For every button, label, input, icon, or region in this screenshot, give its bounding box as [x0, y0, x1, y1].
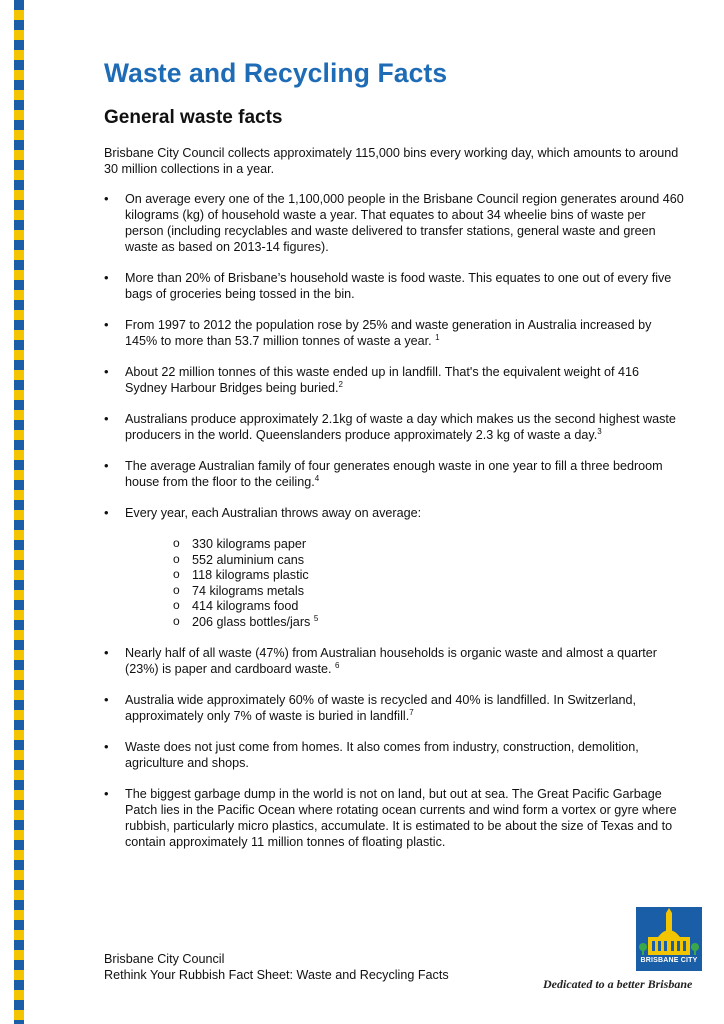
fact-item: • The average Australian family of four generates enough waste in one year to fill a three bedroom house from the floor to the ceiling.$^4$ [104, 458, 684, 490]
waste-item: o 206 glass bottles/jars $^5$ [173, 615, 684, 631]
page-footer [104, 951, 449, 983]
document-body [104, 58, 684, 865]
fact-item: • On average every one of the 1,100,000 people in the Brisbane Council region generates around 460 kilograms (kg) of household waste a year. That equates to about 34 wheelie bins of waste per person (including recyclables and waste delivered to transfer stations, general waste and green waste as based on 2013-14 figures). [104, 191, 684, 255]
waste-item: o 330 kilograms paper [173, 537, 684, 553]
section-heading: General waste facts [104, 107, 283, 128]
waste-item: o 118 kilograms plastic [173, 568, 684, 584]
footer-organisation: Brisbane City Council [104, 952, 225, 966]
waste-items-list [173, 537, 684, 630]
footnote-ref: 1 [435, 332, 440, 342]
fact-item: • More than 20% of Brisbane’s household waste is food waste. This equates to one out of every five bags of groceries being tossed in the bin. [104, 270, 684, 302]
fact-item: • Every year, each Australian throws away on average: o 330 kilograms paper o 552 aluminium cans o 118 kilograms plastic o 74 kilograms metals o 414 kilograms food o 206 glass bottles/jars $^5$ [104, 505, 684, 630]
fact-item: • From 1997 to 2012 the population rose by 25% and waste generation in Australia increased by 145% to more than 53.7 million tonnes of waste a year. $^1$ [104, 317, 684, 349]
footnote-ref: 2 [338, 379, 343, 389]
logo-text: BRISBANE CITY [640, 957, 698, 964]
fact-item: • The biggest garbage dump in the world is not on land, but out at sea. The Great Pacific Garbage Patch lies in the Pacific Ocean where rotating ocean currents and wind form a vortex or gyre where rubbish, particularly micro plastics, accumulate. It is estimated to be about the size of Texas and to contain approximately 11 million tonnes of floating plastic. [104, 786, 684, 850]
city-hall-logo-icon [636, 907, 702, 971]
decorative-side-stripe [14, 0, 24, 1024]
facts-list [104, 191, 684, 850]
fact-item: • About 22 million tonnes of this waste ended up in landfill. That's the equivalent weight of 416 Sydney Harbour Bridges being buried.$^2$ [104, 364, 684, 396]
waste-item: o 552 aluminium cans [173, 553, 684, 569]
tagline: Dedicated to a better Brisbane [543, 977, 693, 991]
fact-item: • Australians produce approximately 2.1kg of waste a day which makes us the second highest waste producers in the world. Queenslanders produce approximately 2.3 kg of waste a day.$^3$ [104, 411, 684, 443]
intro-paragraph: Brisbane City Council collects approximately 115,000 bins every working day, which amounts to around 30 million collections in a year. [104, 146, 679, 176]
footnote-ref: 5 [313, 613, 319, 623]
fact-item: • Australia wide approximately 60% of waste is recycled and 40% is landfilled. In Switzerland, approximately only 7% of waste is buried in landfill.$^7$ [104, 692, 684, 724]
footnote-ref: 4 [314, 473, 320, 483]
fact-item: • Waste does not just come from homes. It also comes from industry, construction, demolition, agriculture and shops. [104, 739, 684, 771]
footer-document-title: Rethink Your Rubbish Fact Sheet: Waste and Recycling Facts [104, 968, 449, 982]
waste-item: o 414 kilograms food [173, 599, 684, 615]
fact-item: • Nearly half of all waste (47%) from Australian households is organic waste and almost a quarter (23%) is paper and cardboard waste. $^6$ [104, 645, 684, 677]
waste-item: o 74 kilograms metals [173, 584, 684, 600]
footnote-ref: 7 [409, 707, 414, 717]
footnote-ref: 3 [597, 426, 602, 436]
page-title: Waste and Recycling Facts [104, 58, 448, 88]
footnote-ref: 6 [335, 660, 340, 670]
